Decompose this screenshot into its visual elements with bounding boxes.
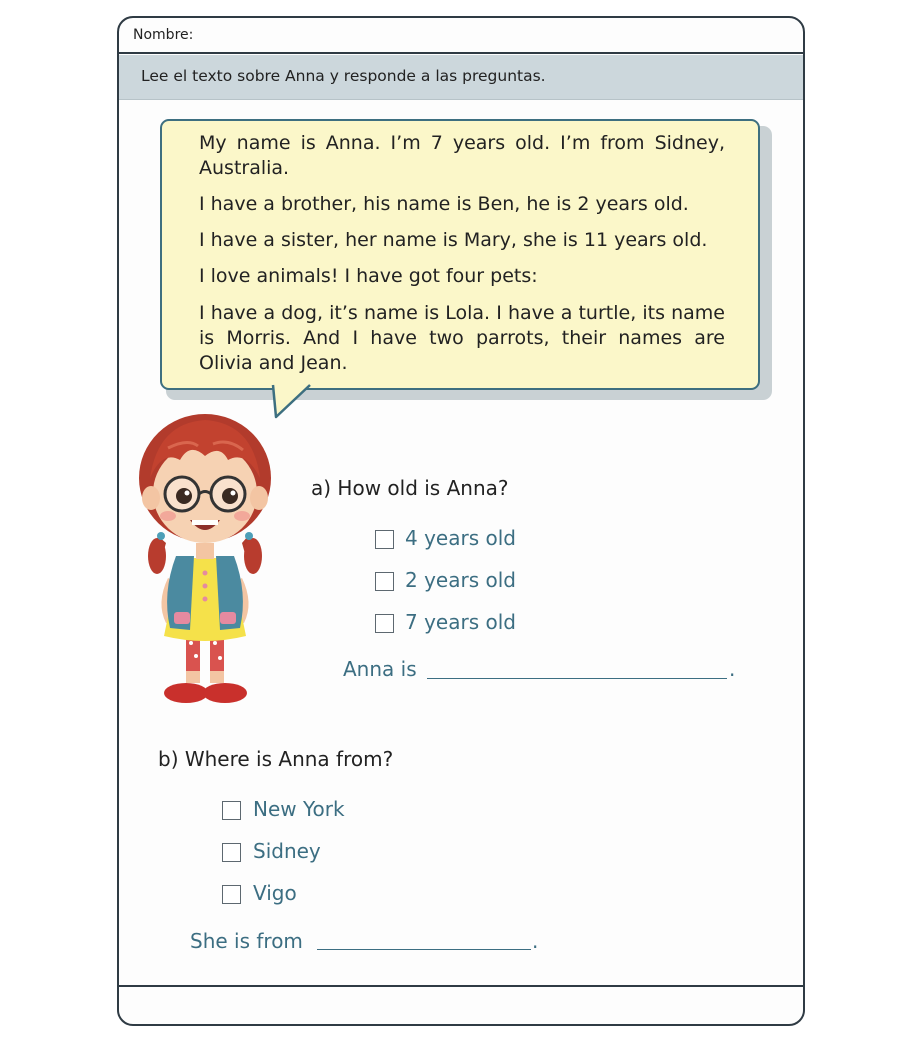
story-line: My name is Anna. I’m 7 years old. I’m from Sidney, Australia. [199, 132, 725, 179]
checkbox-option-b3[interactable] [222, 885, 241, 904]
question-b-prompt: b) Where is Anna from? [158, 747, 394, 771]
answer-b-period: . [532, 929, 539, 953]
checkbox-option-b2[interactable] [222, 843, 241, 862]
speech-bubble [160, 119, 760, 390]
option-label: New York [253, 797, 345, 821]
answer-b-blank[interactable] [317, 949, 531, 950]
answer-a-blank[interactable] [427, 678, 727, 679]
option-label: 2 years old [405, 568, 516, 592]
story-line: I love animals! I have got four pets: [199, 265, 538, 287]
answer-a-period: . [729, 657, 736, 681]
name-label: Nombre: [133, 27, 194, 43]
story-line: I have a sister, her name is Mary, she is 11 years old. [199, 229, 708, 251]
instructions-text: Lee el texto sobre Anna y responde a las preguntas. [141, 67, 546, 85]
option-label: Sidney [253, 839, 321, 863]
name-row [119, 18, 803, 54]
option-label: 4 years old [405, 526, 516, 550]
answer-a-prefix: Anna is [343, 657, 417, 681]
checkbox-option-a3[interactable] [375, 614, 394, 633]
question-a-prompt: a) How old is Anna? [311, 476, 509, 500]
option-label: 7 years old [405, 610, 516, 634]
checkbox-option-b1[interactable] [222, 801, 241, 820]
answer-b-prefix: She is from [190, 929, 303, 953]
story-line: I have a brother, his name is Ben, he is 2 years old. [199, 193, 689, 215]
girl-with-glasses-illustration [128, 408, 283, 713]
option-label: Vigo [253, 881, 297, 905]
story-line: I have a dog, it’s name is Lola. I have a turtle, its name is Morris. And I have two parrots, their names are Olivia and Jean. [199, 302, 725, 374]
checkbox-option-a2[interactable] [375, 572, 394, 591]
bottom-divider [119, 985, 803, 987]
instructions-band [119, 55, 803, 100]
checkbox-option-a1[interactable] [375, 530, 394, 549]
